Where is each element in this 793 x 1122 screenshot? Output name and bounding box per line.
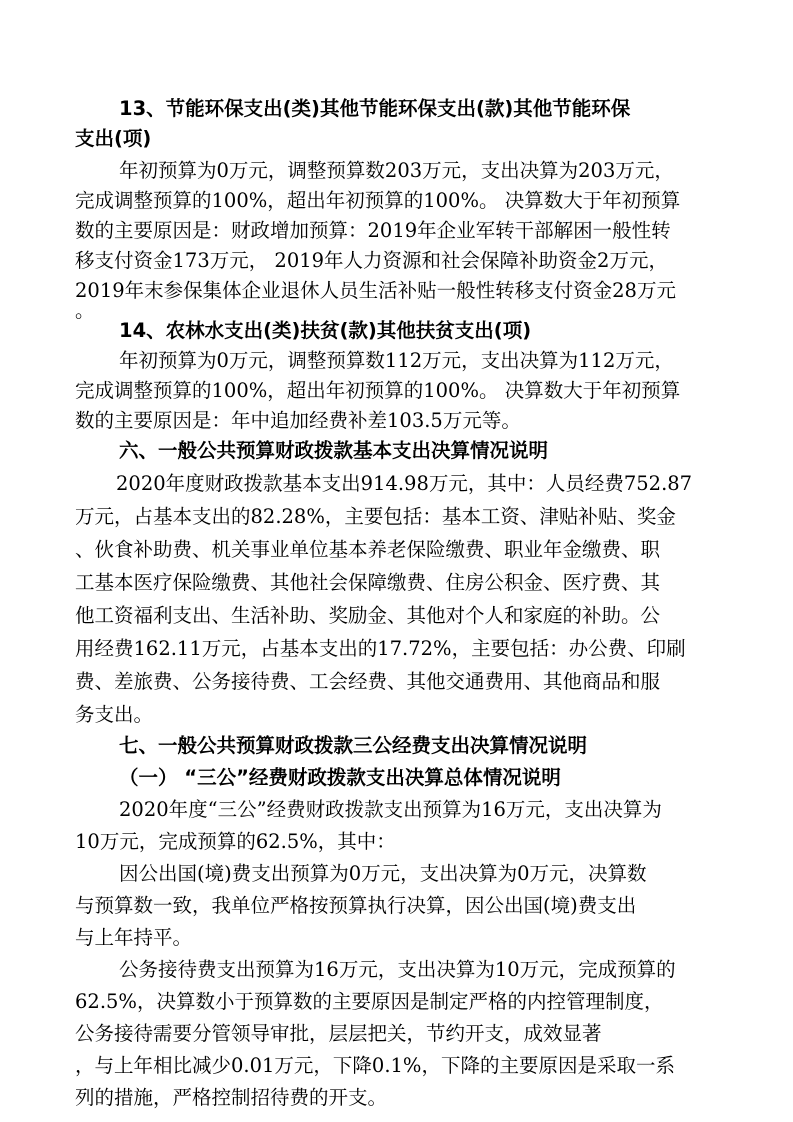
section-7-heading: 七、一般公共预算财政拨款三公经费支出决算情况说明 <box>119 734 588 757</box>
section-13-body-line: 2019年末参保集体企业退休人员生活补贴一般性转移支付资金28万元 <box>75 279 676 302</box>
section-7-subheading: （一） “三公”经费财政拨款支出决算总体情况说明 <box>119 766 561 789</box>
section-7-body-line: 公务接待费支出预算为16万元，支出决算为10万元，完成预算的 <box>119 958 676 981</box>
section-6-body-line: 他工资福利支出、生活补助、奖励金、其他对个人和家庭的补助。公 <box>75 604 661 627</box>
section-13-body-line: 移支付资金173万元， 2019年人力资源和社会保障补助资金2万元， <box>75 249 668 272</box>
section-7-body-line: ，与上年相比减少0.01万元，下降0.1%，下降的主要原因是采取一系 <box>75 1054 675 1077</box>
section-13-body-line: 。 <box>75 299 95 322</box>
section-6-body-line: 、伙食补助费、机关事业单位基本养老保险缴费、职业年金缴费、职 <box>75 538 661 561</box>
section-7-body-line: 因公出国(境)费支出预算为0万元，支出决算为0万元，决算数 <box>119 862 647 885</box>
section-7-body-line: 公务接待需要分管领导审批，层层把关，节约开支，成效显著 <box>75 1022 602 1045</box>
section-6-body-line: 2020年度财政拨款基本支出914.98万元，其中：人员经费752.87 <box>116 472 693 495</box>
section-7-body-line: 10万元，完成预算的62.5%，其中： <box>75 830 396 853</box>
section-13-body-line: 年初预算为0万元，调整预算数203万元，支出决算为203万元， <box>119 159 674 182</box>
section-6-heading: 六、一般公共预算财政拨款基本支出决算情况说明 <box>119 439 549 462</box>
section-7-body-line: 与上年持平。 <box>75 926 193 949</box>
section-13-heading-line-2: 支出(项) <box>75 127 152 150</box>
section-7-body-line: 62.5%，决算数小于预算数的主要原因是制定严格的内控管理制度， <box>75 990 664 1013</box>
section-14-body-line: 数的主要原因是：年中追加经费补差103.5万元等。 <box>75 409 521 432</box>
section-6-body-line: 万元，占基本支出的82.28%，主要包括：基本工资、津贴补贴、奖金 <box>75 505 676 528</box>
section-14-body-line: 完成调整预算的100%，超出年初预算的100%。 决算数大于年初预算 <box>75 379 681 402</box>
section-7-body-line: 与预算数一致，我单位严格按预算执行决算，因公出国(境)费支出 <box>75 894 637 917</box>
section-7-body-line: 2020年度“三公”经费财政拨款支出预算为16万元，支出决算为 <box>119 798 662 821</box>
section-6-body-line: 工基本医疗保险缴费、其他社会保障缴费、住房公积金、医疗费、其 <box>75 571 661 594</box>
section-14-body-line: 年初预算为0万元，调整预算数112万元，支出决算为112万元， <box>119 349 674 372</box>
section-14-heading: 14、农林水支出(类)扶贫(款)其他扶贫支出(项) <box>119 319 532 342</box>
section-6-body-line: 用经费162.11万元，占基本支出的17.72%，主要包括：办公费、印刷 <box>75 637 686 660</box>
section-6-body-line: 费、差旅费、公务接待费、工会经费、其他交通费用、其他商品和服 <box>75 670 661 693</box>
section-13-body-line: 数的主要原因是：财政增加预算：2019年企业军转干部解困一般性转 <box>75 219 671 242</box>
section-6-body-line: 务支出。 <box>75 703 154 726</box>
section-7-body-line: 列的措施，严格控制招待费的开支。 <box>75 1086 388 1109</box>
section-13-heading-line-1: 13、节能环保支出(类)其他节能环保支出(款)其他节能环保 <box>119 97 631 120</box>
section-13-body-line: 完成调整预算的100%，超出年初预算的100%。 决算数大于年初预算 <box>75 189 681 212</box>
